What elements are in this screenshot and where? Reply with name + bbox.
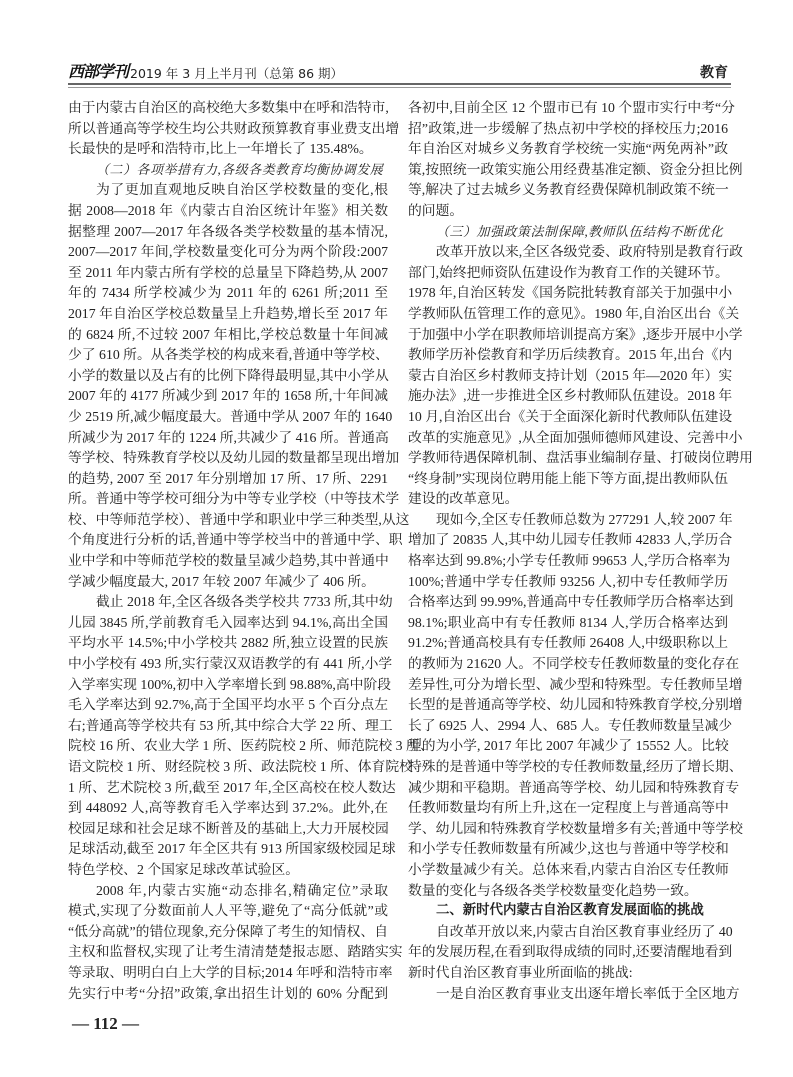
text-line: 据 2008—2018 年《内蒙古自治区统计年鉴》相关数 <box>68 202 388 218</box>
text-line: 一是自治区教育事业支出逐年增长率低于全区地方 <box>436 985 740 1001</box>
paragraph <box>68 180 410 592</box>
text-line: 的 6824 所,不过较 2007 年相比,学校总数量十年间减 <box>68 326 388 342</box>
text-line: 部门,始终把师资队伍建设作为教育工作的关键环节。 <box>408 264 729 280</box>
issue-info: 2019 年 3 月上半月刊（总第 86 期） <box>130 66 344 81</box>
text-line: 学教师待遇保障机制、盘活事业编制存量、打破岗位聘用 <box>408 450 753 466</box>
text-line: 小学数量减少有关。总体来看,内蒙古自治区专任教师 <box>408 861 729 877</box>
text-line: 长型的是普通高等学校、幼儿园和特殊教育学校,分别增 <box>408 697 743 713</box>
text-line: 各初中,目前全区 12 个盟市已有 10 个盟市实行中考“分 <box>408 100 735 115</box>
text-line: 的趋势, 2007 至 2017 年分别增加 17 所、17 所、2291 <box>68 470 388 486</box>
text-line: 截止 2018 年,全区各级各类学校共 7733 所,其中幼 <box>96 594 393 610</box>
text-line: 和小学专任教师数量有所减少,这也与普通中等学校和 <box>408 841 729 857</box>
text-line: （二）各项举措有力,各级各类教育均衡协调发展 <box>96 161 384 177</box>
text-line: 改革开放以来,全区各级党委、政府特别是教育行政 <box>436 244 743 260</box>
text-line: 等学校、特殊教育学校以及幼儿园的数量都呈现出增加 <box>68 450 400 466</box>
header-rule <box>68 83 731 85</box>
text-line: 个角度进行分析的话,普通中等学校当中的普通中学、职 <box>68 532 403 548</box>
paragraph <box>408 98 743 222</box>
paragraph <box>68 592 434 880</box>
text-line: 校、中等师范学校）、普通中学和职业中学三种类型,从这 <box>68 511 410 527</box>
text-line: 的教师为 21620 人。不同学校专任教师数量的变化存在 <box>408 656 740 672</box>
paragraph <box>68 98 400 160</box>
text-line: 学教师队伍管理工作的意见》。1980 年,自治区出台《关 <box>408 305 740 321</box>
text-line: 二、新时代内蒙古自治区教育发展面临的挑战 <box>436 903 704 919</box>
text-line: 建设的改革意见。 <box>408 491 519 507</box>
text-line: 足球活动,截至 2017 年全区共有 913 所国家级校园足球 <box>68 841 396 857</box>
text-line: 学、幼儿园和特殊教育学校数量增多有关;普通中等学校 <box>408 820 743 836</box>
text-line: 长了 6925 人、2994 人、685 人。专任教师数量呈减少 <box>408 717 733 733</box>
text-line: 等,解决了过去城乡义务教育经费保障机制政策不统一 <box>408 182 729 198</box>
paragraph <box>408 984 740 1005</box>
text-line: 右;普通高等学校共有 53 所,其中综合大学 22 所、理工 <box>68 717 393 733</box>
text-line: 所。普通中等学校可细分为中等专业学校（中等技术学 <box>68 491 400 507</box>
right-column <box>408 98 753 1004</box>
text-line: 型的为小学, 2017 年比 2007 年减少了 15552 人。比较 <box>408 738 729 754</box>
header-rule-thin <box>68 87 731 88</box>
text-line: 毛入学率达到 92.7%,高于全国平均水平 5 个百分点左 <box>68 697 388 713</box>
text-line: 业中学和中等师范学校的数量呈减少趋势,其中普通中 <box>68 553 389 569</box>
text-line: 特色学校、2 个国家足球改革试验区。 <box>68 861 300 877</box>
text-line: 平均水平 14.5%;中小学校共 2882 所,独立设置的民族 <box>68 635 388 651</box>
text-line: 先实行中考“分招”政策,拿出招生计划的 60% 分配到 <box>68 985 388 1001</box>
text-line: 的问题。 <box>408 202 464 218</box>
text-line: 改革的实施意见》,从全面加强师德师风建设、完善中小 <box>408 429 743 445</box>
left-column <box>68 98 434 1004</box>
paragraph <box>408 510 743 901</box>
text-line: 91.2%;普通高校具有专任教师 26408 人,中级职称以上 <box>408 635 728 651</box>
text-line: 至 2011 年内蒙古所有学校的总量呈下降趋势,从 2007 <box>68 264 388 280</box>
text-line: 招”政策,进一步缓解了热点初中学校的择校压力;2016 <box>408 120 728 136</box>
section-heading <box>408 901 728 922</box>
text-line: 98.1%;职业高中有专任教师 8134 人,学历合格率达到 <box>408 614 728 630</box>
text-line: 模式,实现了分数面前人人平等,避免了“高分低就”或 <box>68 903 388 919</box>
text-line: “低分高就”的错位现象,充分保障了考生的知情权、自 <box>68 923 388 939</box>
text-line: 2017 年自治区学校总数量呈上升趋势,增长至 2017 年 <box>68 305 388 321</box>
text-line: 所减少为 2017 年的 1224 所,共减少了 416 所。普通高 <box>68 429 389 445</box>
text-line: 100%;普通中学专任教师 93256 人,初中专任教师学历 <box>408 573 728 589</box>
text-line: 所以普通高等学校生均公共财政预算教育事业费支出增 <box>68 120 400 136</box>
running-header <box>68 62 343 82</box>
text-line: 现如今,全区专任教师总数为 277291 人,较 2007 年 <box>436 511 733 527</box>
text-line: 校园足球和社会足球不断普及的基础上,大力开展校园 <box>68 820 389 836</box>
text-line: 主权和监督权,实现了让考生清清楚楚报志愿、踏踏实实 <box>68 944 403 960</box>
text-line: 施办法》,进一步推进全区乡村教师队伍建设。2018 年 <box>408 388 733 404</box>
text-line: 院校 16 所、农业大学 1 所、医药院校 2 所、师范院校 3 所、 <box>68 738 434 754</box>
text-line: 年自治区对城乡义务教育学校统一实施“两免两补”政 <box>408 141 728 157</box>
text-line: 中小学校有 493 所,实行蒙汉双语教学的有 441 所,小学 <box>68 656 393 672</box>
text-line: 新时代自治区教育事业所面临的挑战: <box>408 964 633 980</box>
page-number: — 112 — <box>72 1014 140 1033</box>
text-line: 蒙古自治区乡村教师支持计划（2015 年—2020 年）实 <box>408 367 733 383</box>
section-heading <box>408 222 728 243</box>
text-line: 合格率达到 99.99%,普通高中专任教师学历合格率达到 <box>408 594 734 610</box>
text-line: 数量的变化与各级各类学校数量变化趋势一致。 <box>408 882 698 898</box>
journal-logo: 西部学刊 <box>68 62 129 81</box>
text-line: 儿园 3845 所,学前教育毛入园率达到 94.1%,高出全国 <box>68 614 388 630</box>
text-line: 任教师数量均有所上升,这在一定程度上与普通高等中 <box>408 800 729 816</box>
text-line: 特殊的是普通中等学校的专任教师数量,经历了增长期、 <box>408 759 743 774</box>
text-line: 学减少幅度最大, 2017 年较 2007 年减少了 406 所。 <box>68 573 375 589</box>
text-line: 少 2519 所,减少幅度最大。普通中学从 2007 年的 1640 <box>68 408 393 424</box>
paragraph <box>408 922 733 984</box>
text-line: 2008 年,内蒙古实施“动态排名,精确定位”录取 <box>96 882 388 898</box>
text-line: 策,按照统一政策实施公用经费基准定额、资金分担比例 <box>408 161 743 177</box>
text-line: 10 月,自治区出台《关于全面深化新时代教师队伍建设 <box>408 408 733 424</box>
text-line: 语文院校 1 所、财经院校 3 所、政法院校 1 所、体育院校 <box>68 759 413 774</box>
text-line: 到 448092 人,高等教育毛入学率达到 37.2%。此外,在 <box>68 800 388 816</box>
text-line: （三）加强政策法制保障,教师队伍结构不断优化 <box>436 223 724 239</box>
text-line: 增加了 20835 人,其中幼儿园专任教师 42833 人,学历合 <box>408 532 733 548</box>
text-line: 自改革开放以来,内蒙古自治区教育事业经历了 40 <box>436 923 733 939</box>
text-line: 年的发展历程,在看到取得成绩的同时,还要清醒地看到 <box>408 944 733 960</box>
section-label: 教育 <box>700 65 728 81</box>
text-line: 由于内蒙古自治区的高校绝大多数集中在呼和浩特市, <box>68 100 389 115</box>
text-line: 少了 610 所。从各类学校的构成来看,普通中等学校、 <box>68 347 389 363</box>
text-line: 差异性,可分为增长型、减少型和特殊型。专任教师呈增 <box>408 676 743 692</box>
text-line: 年的 7434 所学校减少为 2011 年的 6261 所;2011 至 <box>68 285 388 301</box>
text-line: 教师学历补偿教育和学历后续教育。2015 年,出台《内 <box>408 347 733 363</box>
text-line: 据整理 2007—2017 年各级各类学校数量的基本情况, <box>68 223 388 239</box>
text-line: 2007—2017 年间,学校数量变化可分为两个阶段:2007 <box>68 244 388 260</box>
paragraph <box>68 881 403 1005</box>
text-line: 等录取、明明白白上大学的目标;2014 年呼和浩特市率 <box>68 964 393 980</box>
text-line: 1978 年,自治区转发《国务院批转教育部关于加强中小 <box>408 285 733 301</box>
text-line: 为了更加直观地反映自治区学校数量的变化,根 <box>96 182 388 198</box>
section-heading <box>68 160 388 181</box>
text-line: 小学的数量以及占有的比例下降得最明显,其中小学从 <box>68 367 389 383</box>
text-line: 长最快的是呼和浩特市,比上一年增长了 135.48%。 <box>68 141 373 157</box>
text-line: “终身制”实现岗位聘用能上能下等方面,提出教师队伍 <box>408 470 728 486</box>
text-line: 1 所、艺术院校 3 所,截至 2017 年,全区高校在校人数达 <box>68 779 396 795</box>
text-line: 入学率实现 100%,初中入学率增长到 98.88%,高中阶段 <box>68 676 392 692</box>
paragraph <box>408 242 753 510</box>
text-line: 格率达到 99.8%;小学专任教师 99653 人,学历合格率为 <box>408 553 731 569</box>
text-line: 于加强中小学在职教师培训提高方案》,逐步开展中小学 <box>408 326 743 342</box>
text-line: 2007 年的 4177 所减少到 2017 年的 1658 所,十年间减 <box>68 388 388 404</box>
text-line: 减少期和平稳期。普通高等学校、幼儿园和特殊教育专 <box>408 779 740 795</box>
